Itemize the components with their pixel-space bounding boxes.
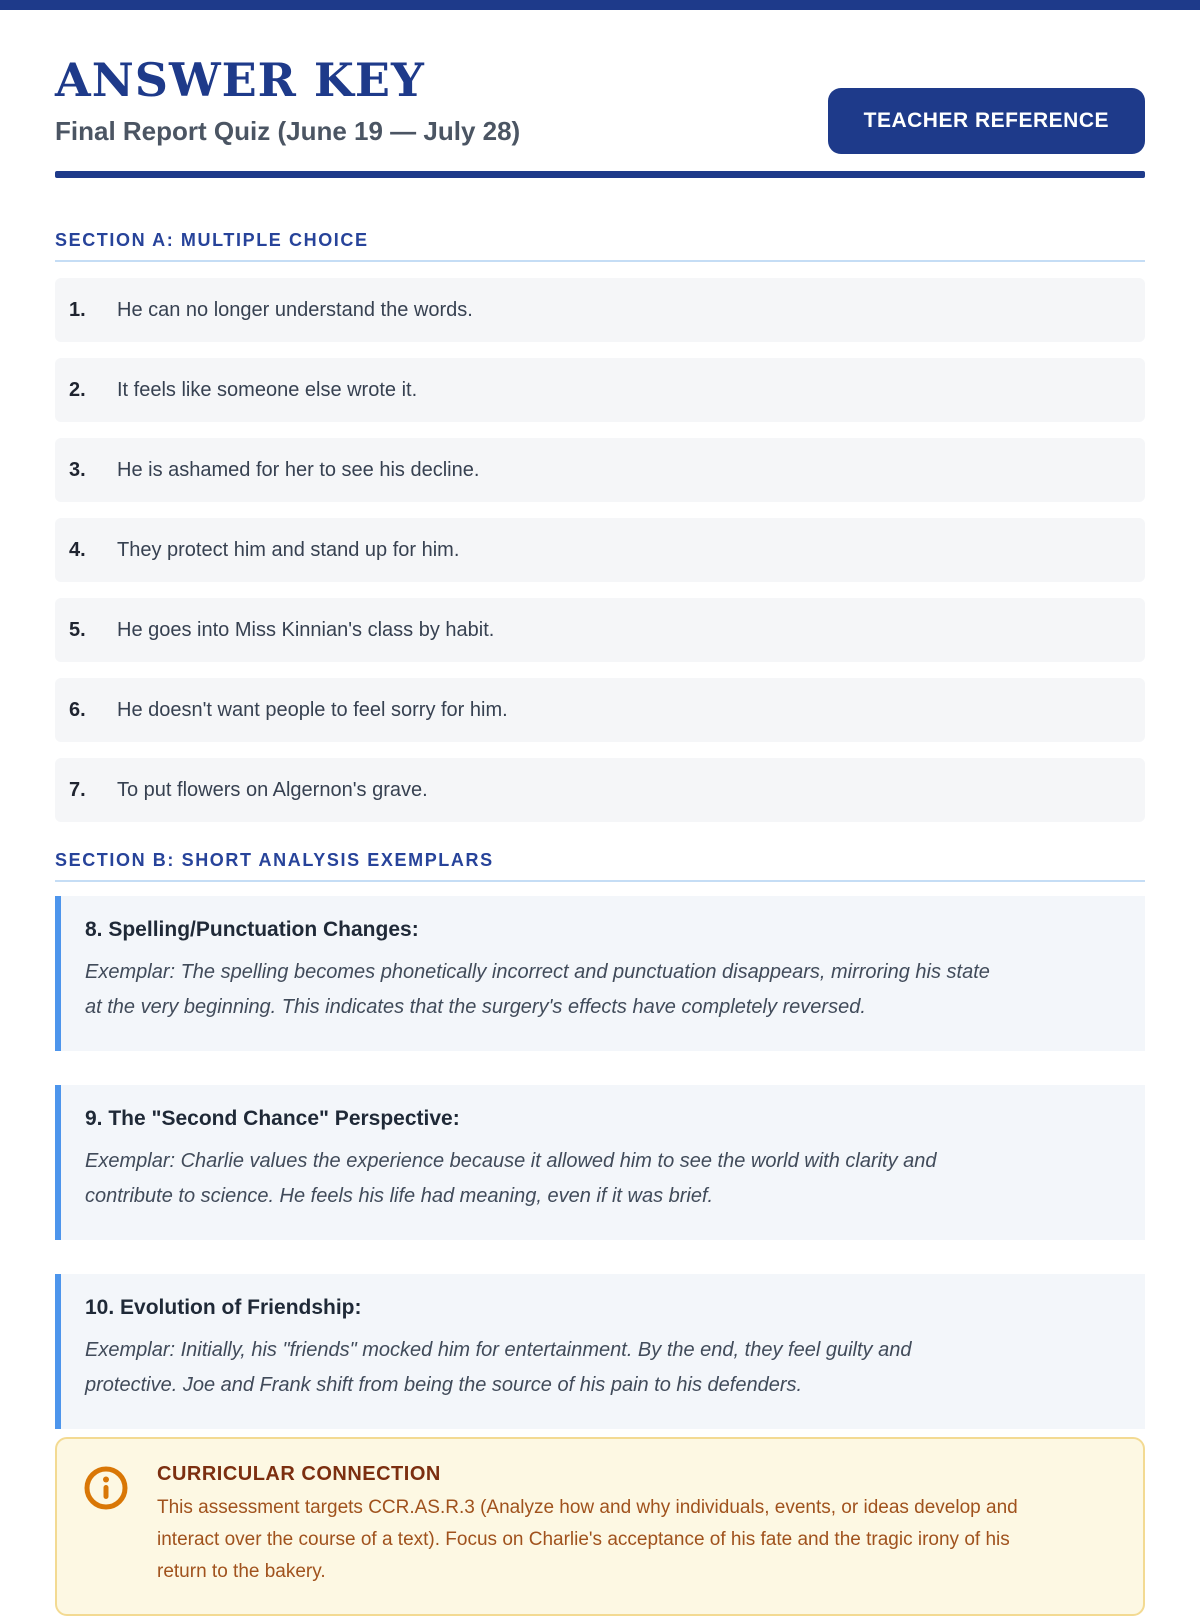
section-a-heading: SECTION A: MULTIPLE CHOICE — [55, 230, 1145, 262]
answer-number: 7. — [69, 778, 86, 801]
answer-text: They protect him and stand up for him. — [117, 538, 460, 561]
exemplar-body: Exemplar: Charlie values the experience because it allowed him to see the world with clarity and contribute to science. He feels his life had meaning, even if it was brief. — [85, 1150, 937, 1208]
answer-row — [55, 438, 1145, 502]
answer-key-page — [0, 53, 1200, 1616]
note-title: CURRICULAR CONNECTION — [157, 1463, 441, 1486]
exemplar-title: 8. Spelling/Punctuation Changes: — [85, 918, 419, 942]
page-header — [55, 53, 1145, 147]
exemplar-title: 9. The "Second Chance" Perspective: — [85, 1107, 460, 1131]
exemplar-body: Exemplar: The spelling becomes phonetically incorrect and punctuation disappears, mirroring his state at the very beginning. This indicates that the surgery's effects have completely reversed. — [85, 961, 990, 1019]
exemplar-list — [55, 896, 1145, 1429]
answer-text: To put flowers on Algernon's grave. — [117, 778, 428, 801]
answer-number: 4. — [69, 538, 86, 561]
answer-text: He goes into Miss Kinnian's class by habit. — [117, 618, 495, 641]
answer-number: 6. — [69, 698, 86, 721]
answer-text: He is ashamed for her to see his decline. — [117, 458, 480, 481]
section-b-heading: SECTION B: SHORT ANALYSIS EXEMPLARS — [55, 850, 1145, 882]
note-body: This assessment targets CCR.AS.R.3 (Analyze how and why individuals, events, or ideas develop and interact over the course of a text). Focus on Charlie's acceptance of his fate and the tragic irony of his return to the bakery. — [157, 1497, 1018, 1583]
answer-row — [55, 358, 1145, 422]
top-accent-bar — [0, 0, 1200, 10]
answer-text: He doesn't want people to feel sorry for him. — [117, 698, 508, 721]
answer-text: It feels like someone else wrote it. — [117, 378, 418, 401]
page-title: ANSWER KEY — [55, 53, 425, 107]
note-content — [157, 1463, 1042, 1588]
answer-number: 5. — [69, 618, 86, 641]
info-icon — [83, 1465, 129, 1516]
page-subtitle: Final Report Quiz (June 19 — July 28) — [55, 116, 521, 147]
exemplar-block — [55, 896, 1145, 1051]
answer-row — [55, 758, 1145, 822]
exemplar-title: 10. Evolution of Friendship: — [85, 1296, 362, 1320]
header-divider — [55, 171, 1145, 178]
answer-row — [55, 278, 1145, 342]
answer-list — [55, 278, 1145, 822]
answer-row — [55, 598, 1145, 662]
curricular-note — [55, 1437, 1145, 1616]
answer-number: 3. — [69, 458, 86, 481]
exemplar-body: Exemplar: Initially, his "friends" mocked him for entertainment. By the end, they feel guilty and protective. Joe and Frank shift from being the source of his pain to his defenders. — [85, 1339, 912, 1397]
answer-text: He can no longer understand the words. — [117, 298, 473, 321]
teacher-reference-badge[interactable]: TEACHER REFERENCE — [828, 88, 1145, 154]
answer-number: 1. — [69, 298, 86, 321]
exemplar-block — [55, 1085, 1145, 1240]
answer-number: 2. — [69, 378, 86, 401]
answer-row — [55, 518, 1145, 582]
answer-row — [55, 678, 1145, 742]
exemplar-block — [55, 1274, 1145, 1429]
